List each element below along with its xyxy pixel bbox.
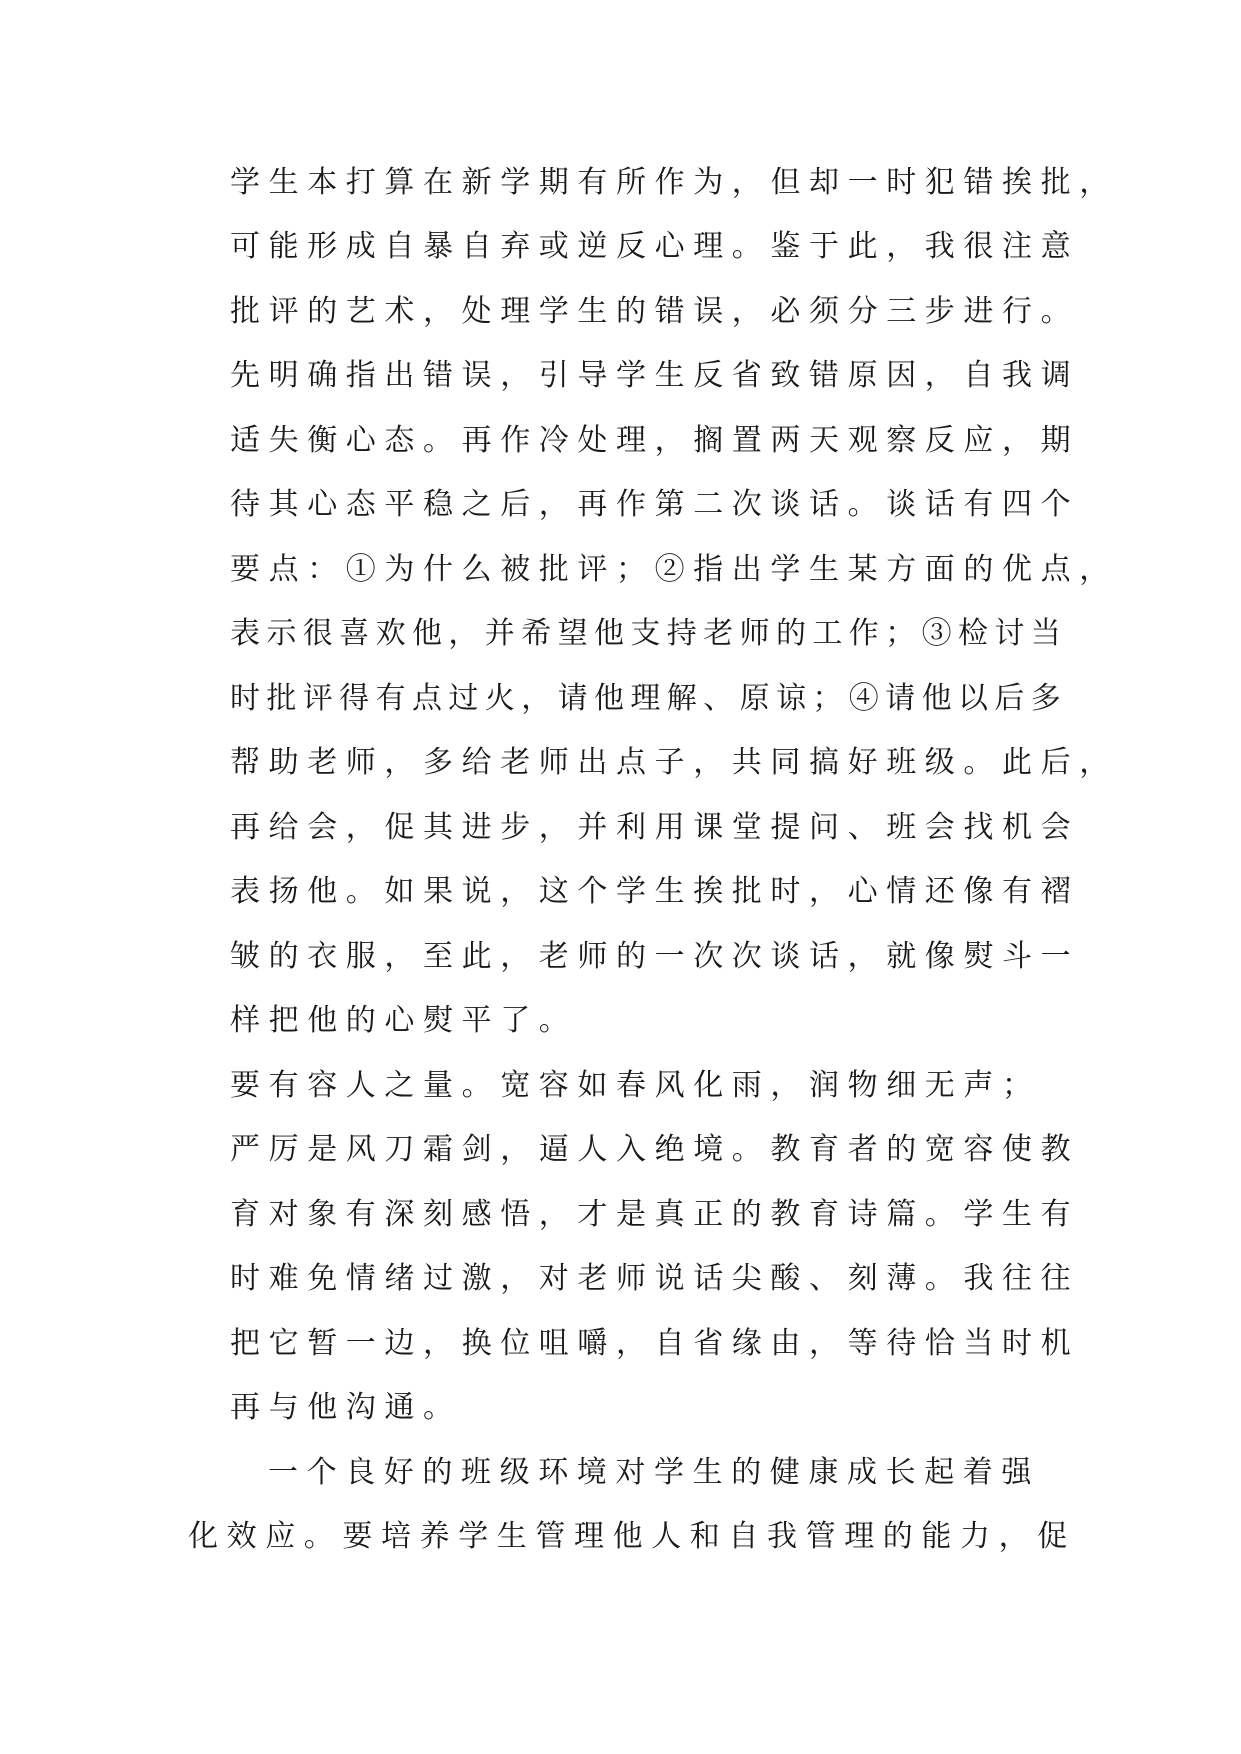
text-line: 皱的衣服，至此，老师的一次次谈话，就像熨斗一 bbox=[230, 939, 1080, 974]
text-line: 表扬他。如果说，这个学生挨批时，心情还像有褶 bbox=[230, 874, 1080, 909]
text-line: 再给会，促其进步，并利用课堂提问、班会找机会 bbox=[230, 810, 1080, 845]
text-line: 学生本打算在新学期有所作为，但却一时犯错挨批， bbox=[230, 165, 1118, 200]
text-line: 严厉是风刀霜剑，逼人入绝境。教育者的宽容使教 bbox=[230, 1132, 1080, 1167]
paragraph-first-line: 一个良好的班级环境对学生的健康成长起着强 bbox=[268, 1455, 1040, 1490]
text-line: 批评的艺术，处理学生的错误，必须分三步进行。 bbox=[230, 294, 1080, 329]
text-line: 把它暂一边，换位咀嚼，自省缘由，等待恰当时机 bbox=[230, 1326, 1080, 1361]
text-line: 适失衡心态。再作冷处理，搁置两天观察反应，期 bbox=[230, 423, 1080, 458]
text-line: 要点：①为什么被批评；②指出学生某方面的优点， bbox=[230, 552, 1118, 587]
text-line: 待其心态平稳之后，再作第二次谈话。谈话有四个 bbox=[230, 487, 1080, 522]
text-line: 可能形成自暴自弃或逆反心理。鉴于此，我很注意 bbox=[230, 229, 1080, 264]
text-line: 表示很喜欢他，并希望他支持老师的工作；③检讨当 bbox=[230, 616, 1068, 651]
text-line: 时批评得有点过火，请他理解、原谅；④请他以后多 bbox=[230, 681, 1068, 716]
text-line: 化效应。要培养学生管理他人和自我管理的能力，促 bbox=[188, 1519, 1076, 1554]
text-line: 先明确指出错误，引导学生反省致错原因，自我调 bbox=[230, 358, 1080, 393]
text-line: 样把他的心熨平了。 bbox=[230, 1003, 578, 1038]
text-line: 要有容人之量。宽容如春风化雨，润物细无声； bbox=[230, 1068, 1041, 1103]
text-line: 时难免情绪过激，对老师说话尖酸、刻薄。我往往 bbox=[230, 1261, 1080, 1296]
text-line: 帮助老师，多给老师出点子，共同搞好班级。此后， bbox=[230, 745, 1118, 780]
text-line: 再与他沟通。 bbox=[230, 1390, 462, 1425]
text-line: 育对象有深刻感悟，才是真正的教育诗篇。学生有 bbox=[230, 1197, 1080, 1232]
